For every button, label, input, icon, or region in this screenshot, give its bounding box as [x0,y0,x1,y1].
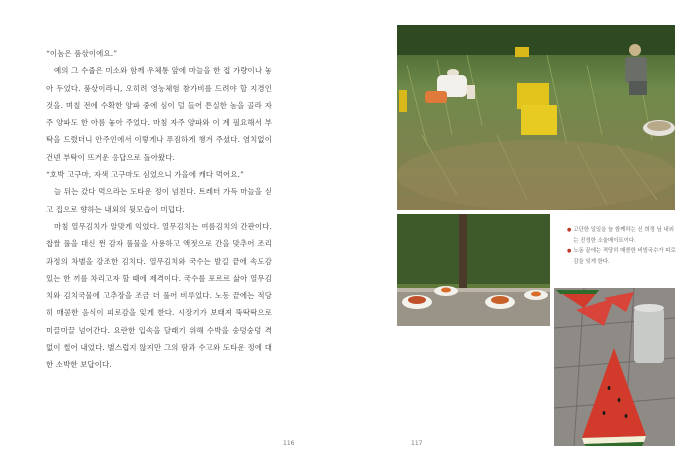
paragraph: “호박 고구마, 자색 고구마도 심었으니 가을에 캐다 먹어요.” [46,170,245,180]
caption-text: 고단한 일일을 늘 함께하는 신 희정 님 내외는 진정한 소울메이트이다. [573,227,674,244]
body-text [46,45,272,374]
caption-bullet-icon: ● [567,227,572,233]
paragraph: 늘 뒤는 갔다 먹으라는 도타운 정이 넘친다. 트레터 가득 마늘을 싣고 집으로 향하는 내외의 뒷모습이 미덥다. [46,187,272,214]
paragraph: 마침 열무김치가 알맞게 익었다. 열무김치는 여름김치의 간판이다. 찹쌀 풀을 대신 쩐 감자 풀물을 사용하고 액젓으로 간을 맞추어 조리 과정의 차별을 강조한 김치다. 열무김치와 국수는 발길 끝에 속도감 있는 한 끼를 차리고자 할 때에 제격이다. 국수를 포르르 삶아 열무김치와 김치국물에 고추장을 조금 더 풀어 비루었다. 노동 끝에는 적당히 매콤한 음식이 피로감을 잊게 한다. 시장기가 보태져 뚝딱딱으로 미끌미끌 넘어간다. 요란한 입속을 달래기 위해 수박을 숭덩숭덩 격 없이 썰어 내었다. 별스럽지 않지만 그의 땀과 수고와 도타운 정에 대한 소박한 보답이다. [46,221,272,370]
page-number-left: 116 [283,440,295,447]
noodle-table-photo [397,214,550,326]
caption-item [567,225,679,246]
watermelon-photo [554,288,675,446]
garlic-field-photo [397,25,675,210]
caption-item [567,246,679,267]
paragraph: 예의 그 수줍은 미소와 함께 우체통 앞에 마늘을 한 접 가량이나 놓아 두었다. 품삯이라니, 오히려 영농체험 참가비를 드려야 할 지경인 것을. 며칠 전에 수확한 양파 중에 심이 덜 들어 튼실한 놈을 골라 자주 양파도 한 아름 놓아 주었다. 마침 자주 양파와 이 계 필요해서 부탁을 드렸더니 안주인에서 이렇게나 푸짐하게 챙겨 주셨다. 염치없이 건넨 부탁이 뜨거운 응답으로 돌아왔다. [46,66,272,162]
caption-bullet-icon: ● [567,248,572,254]
paragraph: “이놈은 품삯이에요.” [46,49,118,58]
caption-text: 노동 끝에는 적당히 매콤한 비빔국수가 피로감을 잊게 한다. [573,248,676,265]
page-number-right: 117 [411,440,423,447]
photo-caption [567,225,679,267]
